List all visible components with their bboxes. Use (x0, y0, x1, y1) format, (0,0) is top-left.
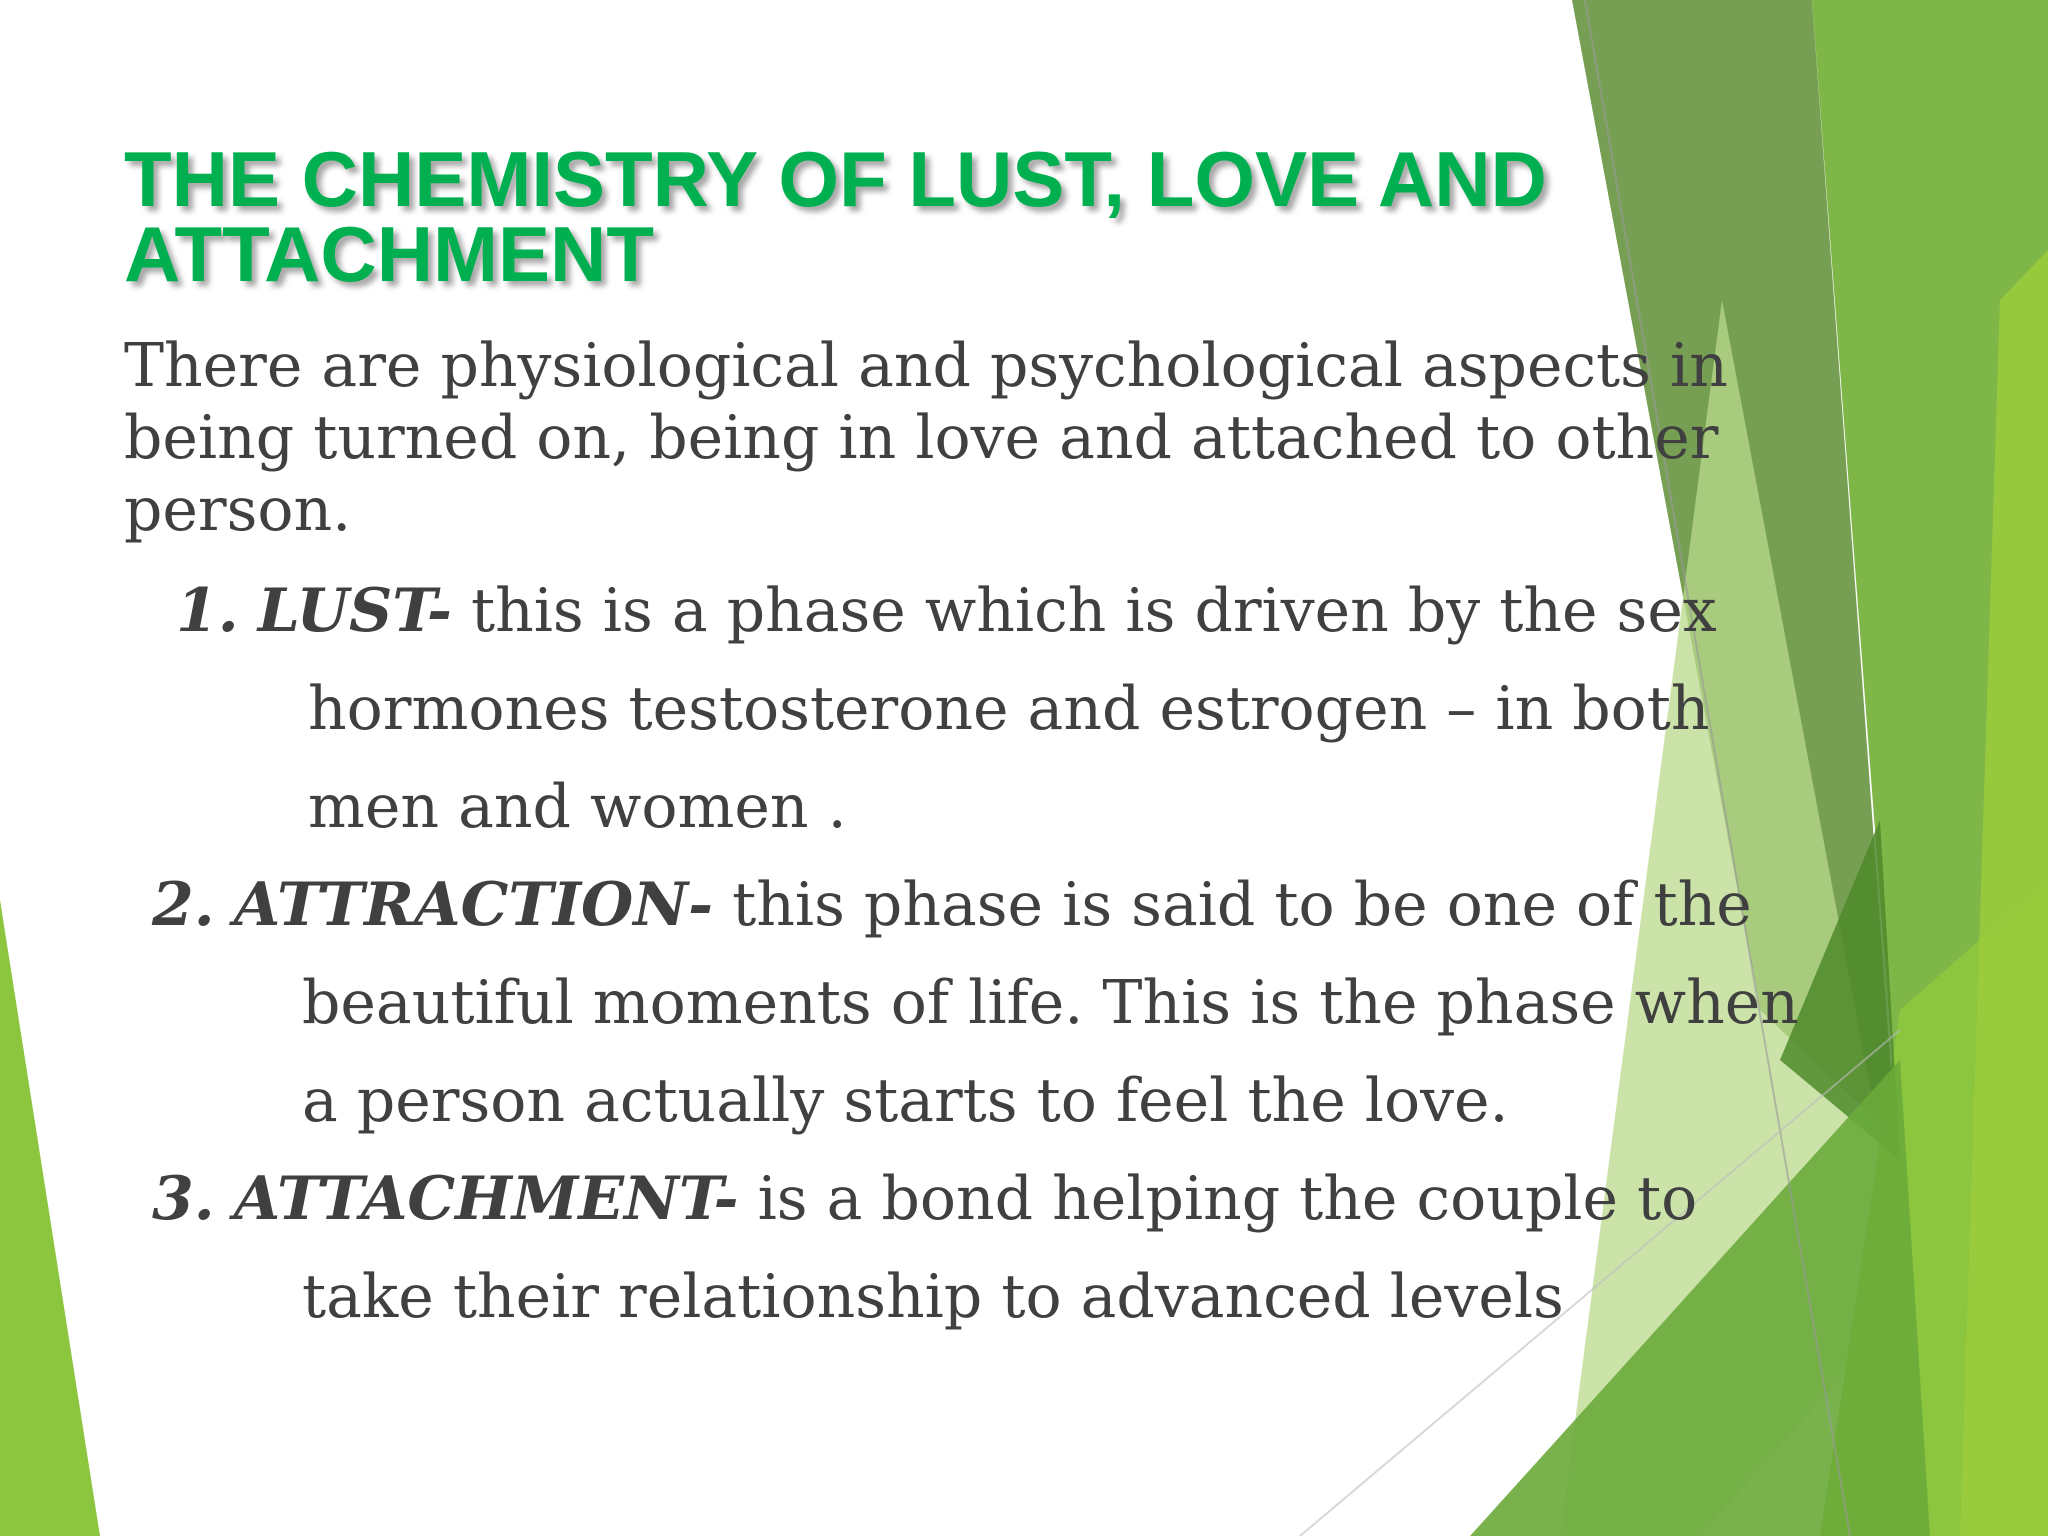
intro-line: person. (124, 475, 352, 545)
list-item-lust (176, 562, 1717, 856)
item-text: a person actually starts to feel the love. (302, 1066, 1509, 1136)
item-number: 2. (152, 870, 215, 940)
list-item-attraction (152, 856, 1799, 1150)
intro-line: being turned on, being in love and attached to other (124, 403, 1719, 473)
item-term: ATTRACTION- (233, 870, 714, 940)
item-number: 1. (176, 576, 239, 646)
item-number: 3. (152, 1164, 215, 1234)
item-term: ATTACHMENT- (233, 1164, 739, 1234)
item-text: this is a phase which is driven by the sex (470, 576, 1717, 646)
decor-shape-left-lime (0, 900, 100, 1536)
slide-title-line: ATTACHMENT (124, 210, 655, 298)
item-term: LUST- (257, 576, 452, 646)
slide-title-line: THE CHEMISTRY OF LUST, LOVE AND (124, 135, 1547, 223)
item-text: take their relationship to advanced levels (302, 1262, 1564, 1332)
list-item-attachment (152, 1150, 1697, 1346)
intro-paragraph (124, 330, 1884, 546)
item-text: is a bond helping the couple to (757, 1164, 1698, 1234)
item-text: hormones testosterone and estrogen – in both (308, 674, 1710, 744)
item-text: this phase is said to be one of the (732, 870, 1752, 940)
slide-title (124, 135, 1684, 298)
item-text: beautiful moments of life. This is the phase when (302, 968, 1799, 1038)
item-text: men and women . (308, 772, 847, 842)
intro-line: There are physiological and psychological aspects in (124, 331, 1728, 401)
